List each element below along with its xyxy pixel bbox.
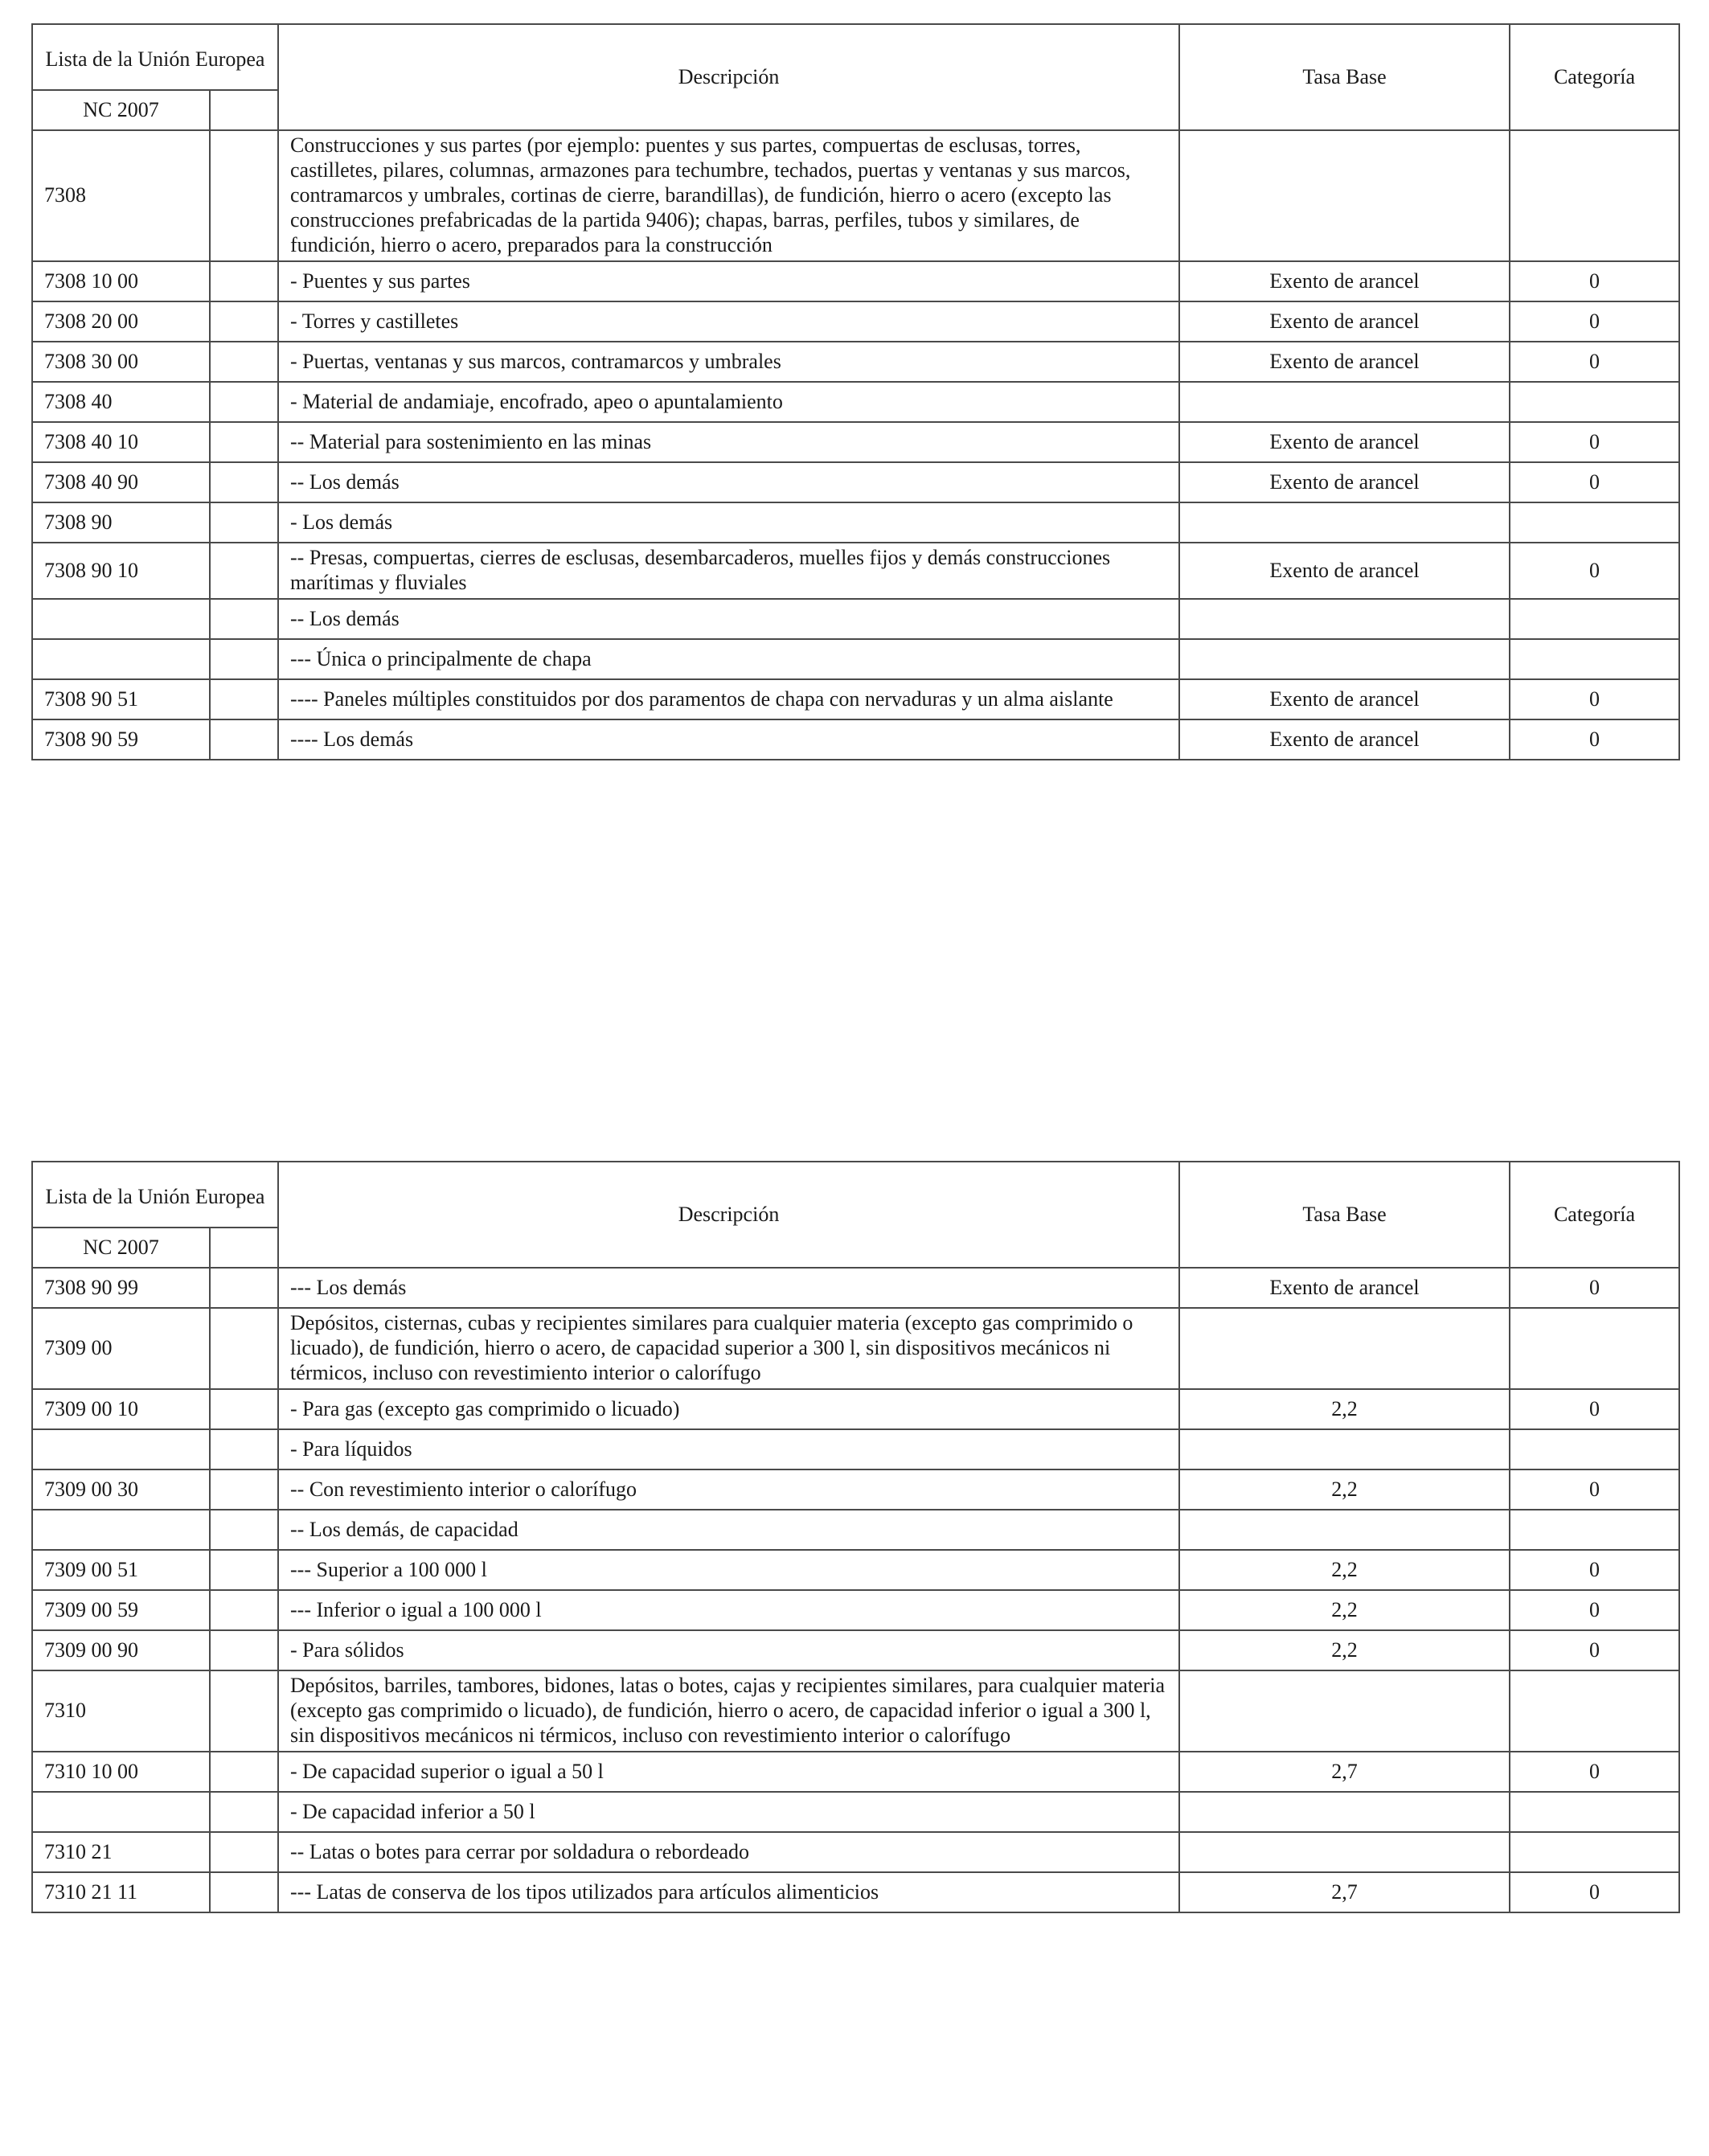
blank-cell [210, 1429, 278, 1469]
nc-code-cell: 7308 90 10 [32, 543, 210, 599]
description-cell: -- Presas, compuertas, cierres de esclusas, desembarcaderos, muelles fijos y demás construcciones marítimas y fluviales [278, 543, 1179, 599]
blank-cell [210, 1268, 278, 1308]
category-cell: 0 [1510, 679, 1679, 719]
base-rate-cell: 2,2 [1179, 1469, 1510, 1510]
table-row [32, 130, 1679, 261]
blank-cell [210, 1389, 278, 1429]
category-cell [1510, 1792, 1679, 1832]
base-rate-cell: 2,2 [1179, 1590, 1510, 1630]
category-cell: 0 [1510, 301, 1679, 342]
blank-cell [210, 1550, 278, 1590]
description-cell: - Puentes y sus partes [278, 261, 1179, 301]
base-rate-cell: 2,7 [1179, 1752, 1510, 1792]
category-cell [1510, 639, 1679, 679]
description-cell: -- Los demás [278, 599, 1179, 639]
description-cell: -- Latas o botes para cerrar por soldadura o rebordeado [278, 1832, 1179, 1872]
description-cell: - De capacidad inferior a 50 l [278, 1792, 1179, 1832]
base-rate-cell: Exento de arancel [1179, 543, 1510, 599]
description-cell: - Puertas, ventanas y sus marcos, contramarcos y umbrales [278, 342, 1179, 382]
category-cell: 0 [1510, 543, 1679, 599]
description-cell: -- Los demás [278, 462, 1179, 502]
header-description: Descripción [278, 1162, 1179, 1268]
blank-cell [210, 261, 278, 301]
table-row [32, 382, 1679, 422]
header-nc-2007: NC 2007 [32, 1228, 210, 1268]
header-list-label: Lista de la Unión Europea [32, 24, 278, 90]
table-row [32, 1590, 1679, 1630]
table-body-2 [32, 1268, 1679, 1912]
base-rate-cell [1179, 130, 1510, 261]
blank-cell [210, 342, 278, 382]
tariff-table-1 [31, 23, 1680, 760]
blank-cell [210, 1510, 278, 1550]
table-row [32, 462, 1679, 502]
header-category: Categoría [1510, 24, 1679, 130]
nc-code-cell: 7308 40 90 [32, 462, 210, 502]
nc-code-cell: 7308 90 51 [32, 679, 210, 719]
nc-code-cell: 7309 00 90 [32, 1630, 210, 1670]
table-row [32, 1268, 1679, 1308]
table-row [32, 1429, 1679, 1469]
base-rate-cell: Exento de arancel [1179, 719, 1510, 760]
base-rate-cell [1179, 639, 1510, 679]
table-row [32, 1389, 1679, 1429]
nc-code-cell: 7308 90 59 [32, 719, 210, 760]
table-row [32, 1550, 1679, 1590]
nc-code-cell: 7310 21 11 [32, 1872, 210, 1912]
category-cell: 0 [1510, 1630, 1679, 1670]
description-cell: --- Los demás [278, 1268, 1179, 1308]
blank-cell [210, 1630, 278, 1670]
table-row [32, 1308, 1679, 1389]
base-rate-cell [1179, 382, 1510, 422]
base-rate-cell: Exento de arancel [1179, 261, 1510, 301]
description-cell: ---- Los demás [278, 719, 1179, 760]
category-cell [1510, 1832, 1679, 1872]
description-cell: Construcciones y sus partes (por ejemplo: puentes y sus partes, compuertas de esclusas, torres, castilletes, pilares, columnas, armazones para techumbre, techados, puertas y ventanas y sus marcos, contramarcos y umbrales, cortinas de cierre, barandillas), de fundición, hierro o acero (excepto las construcciones prefabricadas de la partida 9406); chapas, barras, perfiles, tubos y similares, de fundición, hierro o acero, preparados para la construcción [278, 130, 1179, 261]
header-base-rate: Tasa Base [1179, 24, 1510, 130]
category-cell: 0 [1510, 1550, 1679, 1590]
description-cell: --- Superior a 100 000 l [278, 1550, 1179, 1590]
nc-code-cell: 7308 [32, 130, 210, 261]
table-row [32, 342, 1679, 382]
description-cell: - Material de andamiaje, encofrado, apeo o apuntalamiento [278, 382, 1179, 422]
nc-code-cell: 7310 10 00 [32, 1752, 210, 1792]
category-cell: 0 [1510, 1268, 1679, 1308]
description-cell: -- Con revestimiento interior o calorífugo [278, 1469, 1179, 1510]
blank-cell [210, 639, 278, 679]
base-rate-cell: Exento de arancel [1179, 301, 1510, 342]
category-cell [1510, 599, 1679, 639]
nc-code-cell: 7310 21 [32, 1832, 210, 1872]
nc-code-cell: 7309 00 51 [32, 1550, 210, 1590]
nc-code-cell [32, 599, 210, 639]
table-row [32, 1630, 1679, 1670]
category-cell: 0 [1510, 1752, 1679, 1792]
description-cell: - Los demás [278, 502, 1179, 543]
nc-code-cell: 7308 30 00 [32, 342, 210, 382]
blank-cell [210, 1752, 278, 1792]
category-cell [1510, 382, 1679, 422]
blank-cell [210, 1872, 278, 1912]
category-cell: 0 [1510, 462, 1679, 502]
blank-cell [210, 462, 278, 502]
nc-code-cell [32, 1510, 210, 1550]
table-row [32, 1832, 1679, 1872]
base-rate-cell [1179, 1670, 1510, 1752]
table-row [32, 719, 1679, 760]
header-base-rate: Tasa Base [1179, 1162, 1510, 1268]
nc-code-cell: 7309 00 10 [32, 1389, 210, 1429]
base-rate-cell [1179, 1792, 1510, 1832]
header-blank [210, 1228, 278, 1268]
base-rate-cell: 2,7 [1179, 1872, 1510, 1912]
blank-cell [210, 1792, 278, 1832]
base-rate-cell: Exento de arancel [1179, 342, 1510, 382]
header-category: Categoría [1510, 1162, 1679, 1268]
base-rate-cell: Exento de arancel [1179, 679, 1510, 719]
description-cell: ---- Paneles múltiples constituidos por dos paramentos de chapa con nervaduras y un alma aislante [278, 679, 1179, 719]
category-cell [1510, 502, 1679, 543]
description-cell: -- Material para sostenimiento en las minas [278, 422, 1179, 462]
base-rate-cell [1179, 1510, 1510, 1550]
blank-cell [210, 1670, 278, 1752]
category-cell [1510, 1429, 1679, 1469]
table-body-1 [32, 130, 1679, 760]
base-rate-cell [1179, 599, 1510, 639]
table-row [32, 1872, 1679, 1912]
description-cell: --- Latas de conserva de los tipos utilizados para artículos alimenticios [278, 1872, 1179, 1912]
blank-cell [210, 599, 278, 639]
blank-cell [210, 130, 278, 261]
tariff-table-2 [31, 1161, 1680, 1913]
header-description: Descripción [278, 24, 1179, 130]
table-row [32, 502, 1679, 543]
table-row [32, 301, 1679, 342]
category-cell: 0 [1510, 422, 1679, 462]
nc-code-cell: 7308 20 00 [32, 301, 210, 342]
base-rate-cell: 2,2 [1179, 1550, 1510, 1590]
category-cell: 0 [1510, 719, 1679, 760]
blank-cell [210, 382, 278, 422]
base-rate-cell: Exento de arancel [1179, 462, 1510, 502]
base-rate-cell [1179, 1832, 1510, 1872]
header-blank [210, 90, 278, 130]
category-cell: 0 [1510, 1872, 1679, 1912]
nc-code-cell [32, 639, 210, 679]
nc-code-cell: 7308 10 00 [32, 261, 210, 301]
category-cell: 0 [1510, 1469, 1679, 1510]
table-row [32, 261, 1679, 301]
base-rate-cell: 2,2 [1179, 1630, 1510, 1670]
base-rate-cell [1179, 1308, 1510, 1389]
description-cell: -- Los demás, de capacidad [278, 1510, 1179, 1550]
base-rate-cell [1179, 502, 1510, 543]
table-row [32, 543, 1679, 599]
nc-code-cell: 7309 00 30 [32, 1469, 210, 1510]
table-row [32, 1670, 1679, 1752]
category-cell: 0 [1510, 1389, 1679, 1429]
base-rate-cell: Exento de arancel [1179, 1268, 1510, 1308]
description-cell: --- Única o principalmente de chapa [278, 639, 1179, 679]
category-cell [1510, 1670, 1679, 1752]
nc-code-cell [32, 1429, 210, 1469]
base-rate-cell: 2,2 [1179, 1389, 1510, 1429]
description-cell: Depósitos, barriles, tambores, bidones, latas o botes, cajas y recipientes similares, para cualquier materia (excepto gas comprimido o licuado), de fundición, hierro o acero, de capacidad inferior o igual a 300 l, sin dispositivos mecánicos ni térmicos, incluso con revestimiento interior o calorífugo [278, 1670, 1179, 1752]
description-cell: - De capacidad superior o igual a 50 l [278, 1752, 1179, 1792]
blank-cell [210, 719, 278, 760]
nc-code-cell: 7308 90 99 [32, 1268, 210, 1308]
base-rate-cell [1179, 1429, 1510, 1469]
header-list-label: Lista de la Unión Europea [32, 1162, 278, 1228]
category-cell: 0 [1510, 261, 1679, 301]
table-row [32, 679, 1679, 719]
table-row [32, 422, 1679, 462]
nc-code-cell: 7308 40 10 [32, 422, 210, 462]
table-row [32, 1792, 1679, 1832]
blank-cell [210, 422, 278, 462]
category-cell: 0 [1510, 342, 1679, 382]
nc-code-cell: 7309 00 59 [32, 1590, 210, 1630]
blank-cell [210, 1590, 278, 1630]
table-row [32, 1510, 1679, 1550]
base-rate-cell: Exento de arancel [1179, 422, 1510, 462]
category-cell: 0 [1510, 1590, 1679, 1630]
nc-code-cell [32, 1792, 210, 1832]
blank-cell [210, 1832, 278, 1872]
blank-cell [210, 1308, 278, 1389]
nc-code-cell: 7310 [32, 1670, 210, 1752]
category-cell [1510, 130, 1679, 261]
description-cell: - Para sólidos [278, 1630, 1179, 1670]
header-nc-2007: NC 2007 [32, 90, 210, 130]
table-row [32, 1469, 1679, 1510]
description-cell: - Para líquidos [278, 1429, 1179, 1469]
blank-cell [210, 543, 278, 599]
description-cell: --- Inferior o igual a 100 000 l [278, 1590, 1179, 1630]
blank-cell [210, 502, 278, 543]
table-row [32, 639, 1679, 679]
nc-code-cell: 7308 90 [32, 502, 210, 543]
blank-cell [210, 301, 278, 342]
category-cell [1510, 1308, 1679, 1389]
blank-cell [210, 679, 278, 719]
description-cell: - Torres y castilletes [278, 301, 1179, 342]
nc-code-cell: 7309 00 [32, 1308, 210, 1389]
description-cell: - Para gas (excepto gas comprimido o licuado) [278, 1389, 1179, 1429]
category-cell [1510, 1510, 1679, 1550]
table-row [32, 1752, 1679, 1792]
nc-code-cell: 7308 40 [32, 382, 210, 422]
blank-cell [210, 1469, 278, 1510]
description-cell: Depósitos, cisternas, cubas y recipientes similares para cualquier materia (excepto gas comprimido o licuado), de fundición, hierro o acero, de capacidad superior a 300 l, sin dispositivos mecánicos ni térmicos, incluso con revestimiento interior o calorífugo [278, 1308, 1179, 1389]
table-row [32, 599, 1679, 639]
